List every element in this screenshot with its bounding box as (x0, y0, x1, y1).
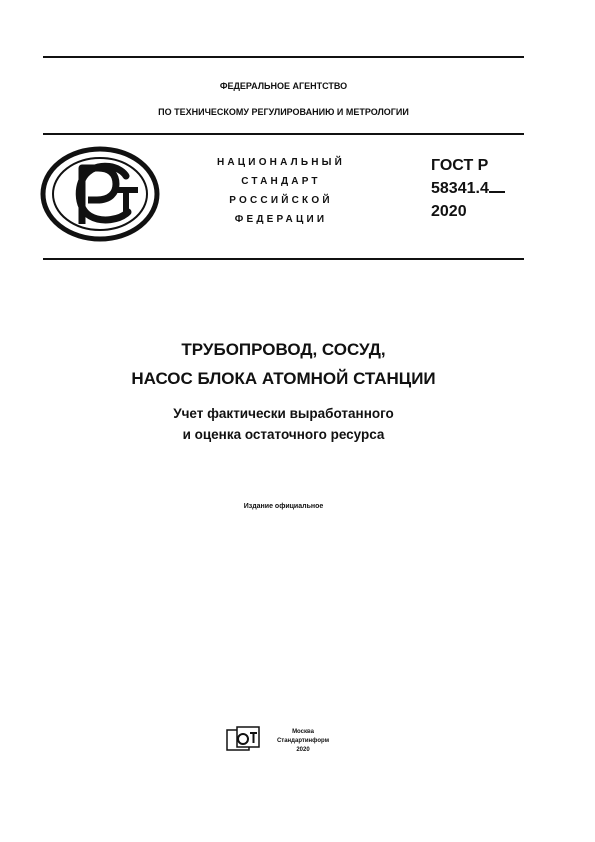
document-title-line1: ТРУБОПРОВОД, СОСУД, (181, 340, 386, 359)
publisher-info (262, 728, 344, 755)
gost-year: 2020 (431, 203, 467, 220)
national-standard-label (196, 153, 366, 229)
header-divider (43, 133, 524, 135)
publisher-year: 2020 (296, 747, 310, 753)
gost-number: 58341.4 (431, 180, 489, 197)
publisher-name: Стандартинформ (276, 738, 330, 744)
document-title-line2: НАСОС БЛОКА АТОМНОЙ СТАНЦИИ (131, 369, 436, 388)
publisher-city: Москва (292, 729, 314, 735)
header-bottom-divider (43, 258, 524, 260)
document-subtitle-line1: Учет фактически выработанного (173, 406, 394, 421)
national-label-line: НАЦИОНАЛЬНЫЙ (216, 157, 346, 168)
national-label-line: СТАНДАРТ (241, 176, 321, 187)
national-label-line: РОССИЙСКОЙ (229, 195, 333, 206)
edition-note: Издание официальное (243, 503, 324, 510)
standartinform-logo-icon (226, 726, 260, 751)
national-label-line: ФЕДЕРАЦИИ (234, 214, 328, 225)
gost-designation (431, 154, 489, 223)
top-divider (43, 56, 524, 58)
agency-name-line2: ПО ТЕХНИЧЕСКОМУ РЕГУЛИРОВАНИЮ И МЕТРОЛОГИИ (158, 107, 409, 117)
document-subtitle-line2: и оценка остаточного ресурса (182, 427, 385, 442)
gost-prefix: ГОСТ Р (431, 157, 489, 174)
agency-name-line1: ФЕДЕРАЛЬНОЕ АГЕНТСТВО (219, 81, 348, 91)
rst-certification-logo-icon (40, 146, 160, 242)
